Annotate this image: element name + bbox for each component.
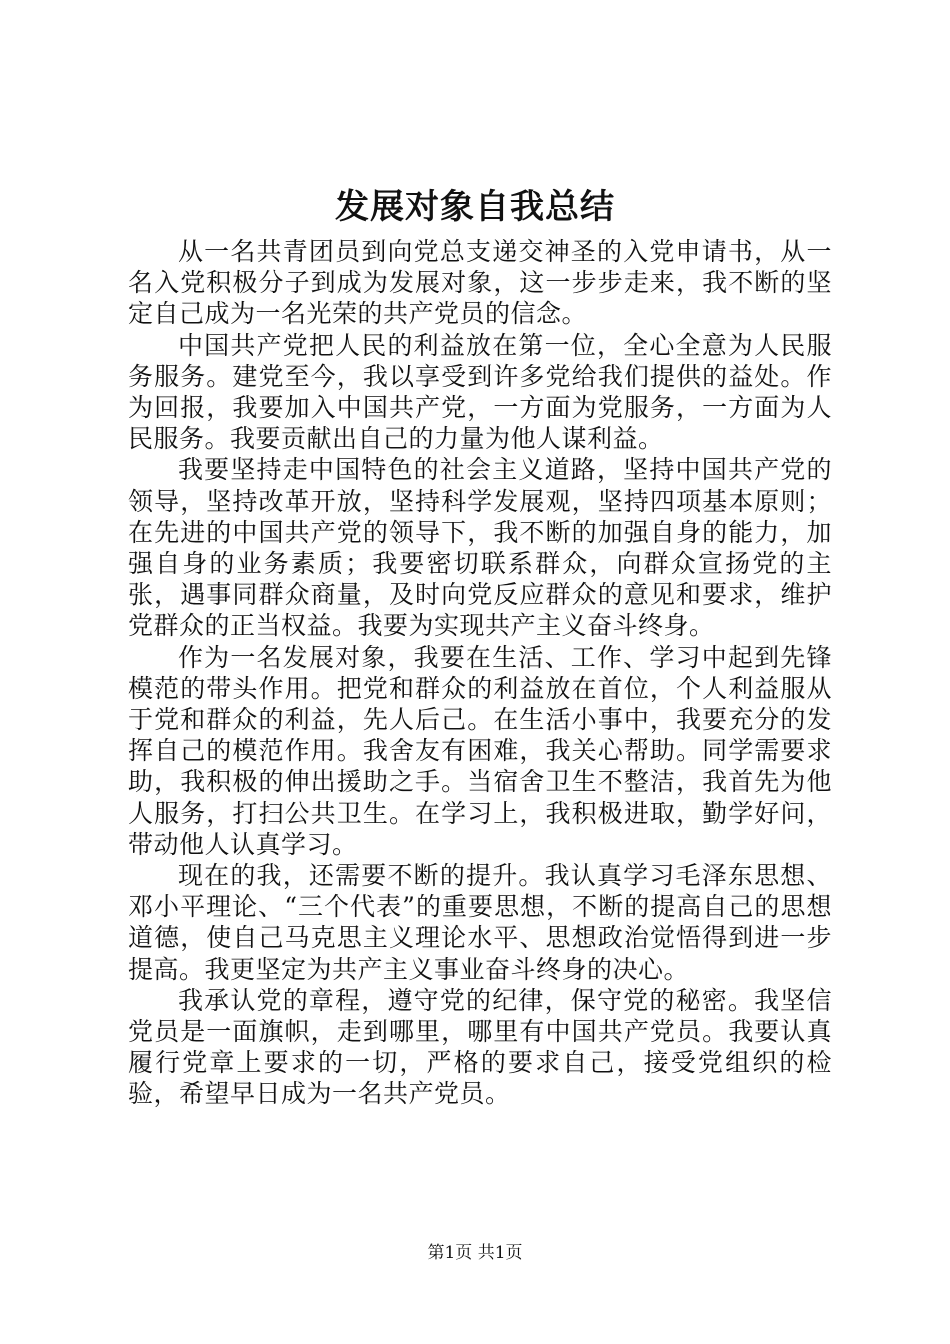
paragraph-1: 从一名共青团员到向党总支递交神圣的入党申请书，从一名入党积极分子到成为发展对象，这一步步走来，我不断的坚定自己成为一名光荣的共产党员的信念。	[128, 237, 832, 329]
paragraph-6: 我承认党的章程，遵守党的纪律，保守党的秘密。我坚信党员是一面旗帜，走到哪里，哪里有中国共产党员。我要认真履行党章上要求的一切，严格的要求自己，接受党组织的检验，希望早日成为一名共产党员。	[128, 985, 832, 1109]
paragraph-3: 我要坚持走中国特色的社会主义道路，坚持中国共产党的领导，坚持改革开放，坚持科学发展观，坚持四项基本原则；在先进的中国共产党的领导下，我不断的加强自身的能力，加强自身的业务素质；我要密切联系群众，向群众宣扬党的主张，遇事同群众商量，及时向党反应群众的意见和要求，维护党群众的正当权益。我要为实现共产主义奋斗终身。	[128, 455, 832, 641]
paragraph-5: 现在的我，还需要不断的提升。我认真学习毛泽东思想、邓小平理论、“三个代表”的重要思想，不断的提高自己的思想道德，使自己马克思主义理论水平、思想政治觉悟得到进一步提高。我更坚定为共产主义事业奋斗终身的决心。	[128, 861, 832, 984]
document-body	[128, 236, 832, 1110]
paragraph-2: 中国共产党把人民的利益放在第一位，全心全意为人民服务服务。建党至今，我以享受到许多党给我们提供的益处。作为回报，我要加入中国共产党，一方面为党服务，一方面为人民服务。我要贡献出自己的力量为他人谋利益。	[128, 330, 832, 454]
paragraph-4: 作为一名发展对象，我要在生活、工作、学习中起到先锋模范的带头作用。把党和群众的利益放在首位，个人利益服从于党和群众的利益，先人后己。在生活小事中，我要充分的发挥自己的模范作用。我舍友有困难，我关心帮助。同学需要求助，我积极的伸出援助之手。当宿舍卫生不整洁，我首先为他人服务，打扫公共卫生。在学习上，我积极进取，勤学好问，带动他人认真学习。	[128, 642, 832, 859]
document-title: 发展对象自我总结	[335, 187, 615, 227]
page-number-footer: 第1页 共1页	[427, 1243, 523, 1263]
